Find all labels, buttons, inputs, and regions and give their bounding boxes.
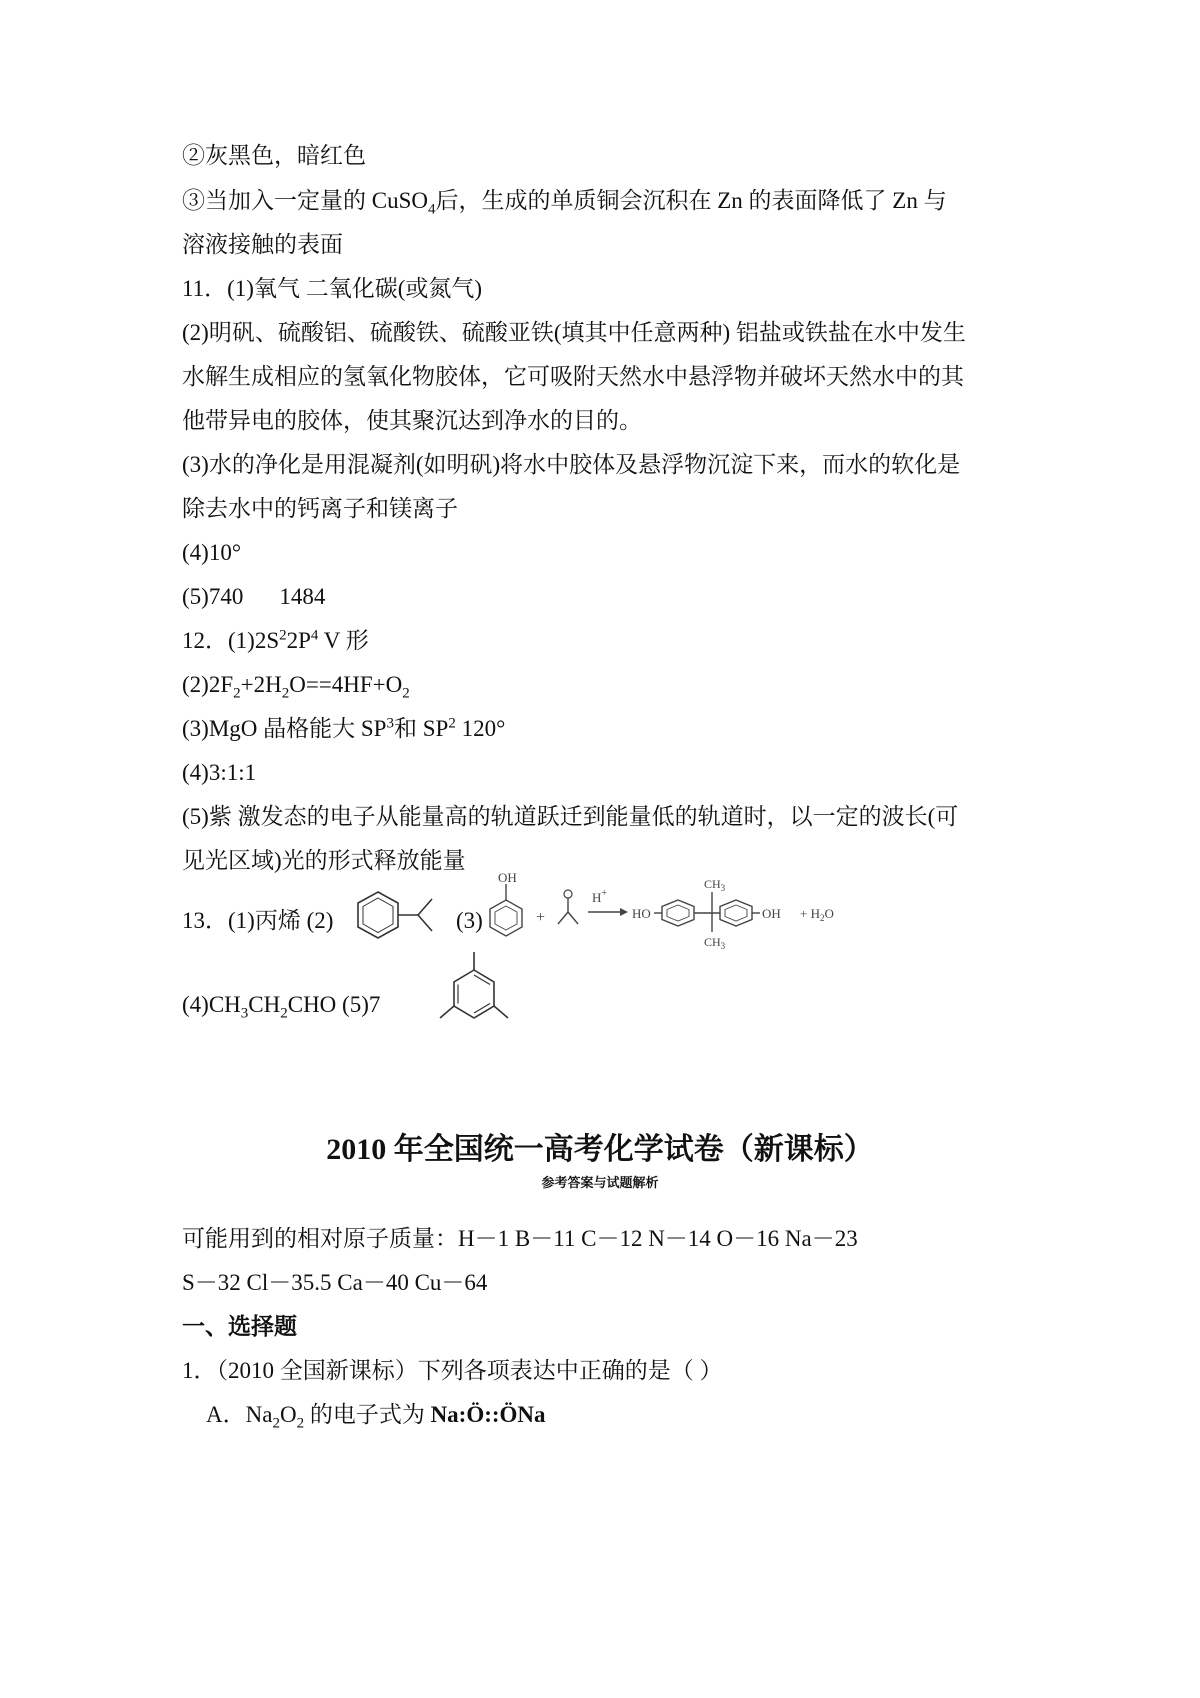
answer-line-3: 溶液接触的表面 bbox=[182, 232, 343, 257]
answer-line-1: ②灰黑色，暗红色 bbox=[182, 143, 366, 168]
water-label: + $H_2O$ bbox=[800, 906, 834, 923]
electron-formula: Na:Ö::ÖNa bbox=[430, 1402, 546, 1427]
answer-12-3: (3)MgO 晶格能大 $SP^3$和 $SP^2$ 120° bbox=[182, 715, 506, 741]
answer-13-1-2: 13．(1)丙烯 (2) bbox=[182, 908, 334, 933]
question-1: 1．（2010 全国新课标）下列各项表达中正确的是（ ） bbox=[182, 1358, 723, 1383]
exam-title: 2010 年全国统一高考化学试卷（新课标） bbox=[326, 1133, 874, 1166]
cumene-structure bbox=[352, 884, 452, 948]
phenol-oh-label: OH bbox=[498, 870, 517, 885]
answer-12-5-cont: 见光区域)光的形式释放能量 bbox=[182, 848, 466, 873]
bisphenol-reaction bbox=[484, 866, 844, 966]
answer-line-2: ③当加入一定量的 CuSO$_4$后，生成的单质铜会沉积在 Zn 的表面降低了 Zn 与 bbox=[182, 188, 947, 218]
answer-12-1: 12．$(1)2S^22P^4$ V 形 bbox=[182, 627, 369, 653]
atomic-masses-line-2: S－32 Cl－35.5 Ca－40 Cu－64 bbox=[182, 1270, 488, 1295]
answer-11-2-cont1: 水解生成相应的氢氧化物胶体，它可吸附天然水中悬浮物并破坏天然水中的其 bbox=[182, 364, 964, 389]
oh-right-label: OH bbox=[762, 906, 781, 921]
ch3-top-label: $CH_3$ bbox=[704, 877, 726, 893]
answer-11-3-cont: 除去水中的钙离子和镁离子 bbox=[182, 496, 458, 521]
ch3-bottom-label: $CH_3$ bbox=[704, 935, 726, 951]
answer-11-2: (2)明矾、硫酸铝、硫酸铁、硫酸亚铁(填其中任意两种) 铝盐或铁盐在水中发生 bbox=[182, 320, 966, 345]
answer-13-3-label: (3) bbox=[456, 908, 483, 933]
atomic-masses-line-1: 可能用到的相对原子质量：H－1 B－11 C－12 N－14 O－16 Na－23 bbox=[182, 1226, 858, 1251]
answer-12-2: $(2)2F_2+2H_2O==4HF+O_2$ bbox=[182, 672, 410, 702]
catalyst-label: H+ bbox=[592, 888, 608, 905]
answer-11-2-cont2: 他带异电的胶体，使其聚沉达到净水的目的。 bbox=[182, 408, 642, 433]
exam-subtitle: 参考答案与试题解析 bbox=[541, 1175, 659, 1190]
answer-12-4: (4)3:1:1 bbox=[182, 760, 257, 785]
question-1-option-a: A．$Na_2O_2$ 的电子式为 Na:Ö::ÖNa bbox=[206, 1402, 546, 1432]
answer-12-5: (5)紫 激发态的电子从能量高的轨道跃迁到能量低的轨道时，以一定的波长(可 bbox=[182, 804, 959, 829]
mesitylene-structure bbox=[436, 948, 512, 1040]
answer-11-5: (5)740 1484 bbox=[182, 584, 326, 609]
section-heading: 一、选择题 bbox=[182, 1314, 297, 1339]
plus-sign-1: + bbox=[536, 909, 546, 926]
answer-13-4-5: $(4)CH_3CH_2CHO$ (5)7 bbox=[182, 992, 381, 1022]
answer-11-1: 11．(1)氧气 二氧化碳(或氮气) bbox=[182, 276, 483, 301]
answer-11-4: (4)10° bbox=[182, 540, 242, 565]
ho-left-label: HO bbox=[632, 906, 651, 921]
answer-11-3: (3)水的净化是用混凝剂(如明矾)将水中胶体及悬浮物沉淀下来，而水的软化是 bbox=[182, 452, 961, 477]
